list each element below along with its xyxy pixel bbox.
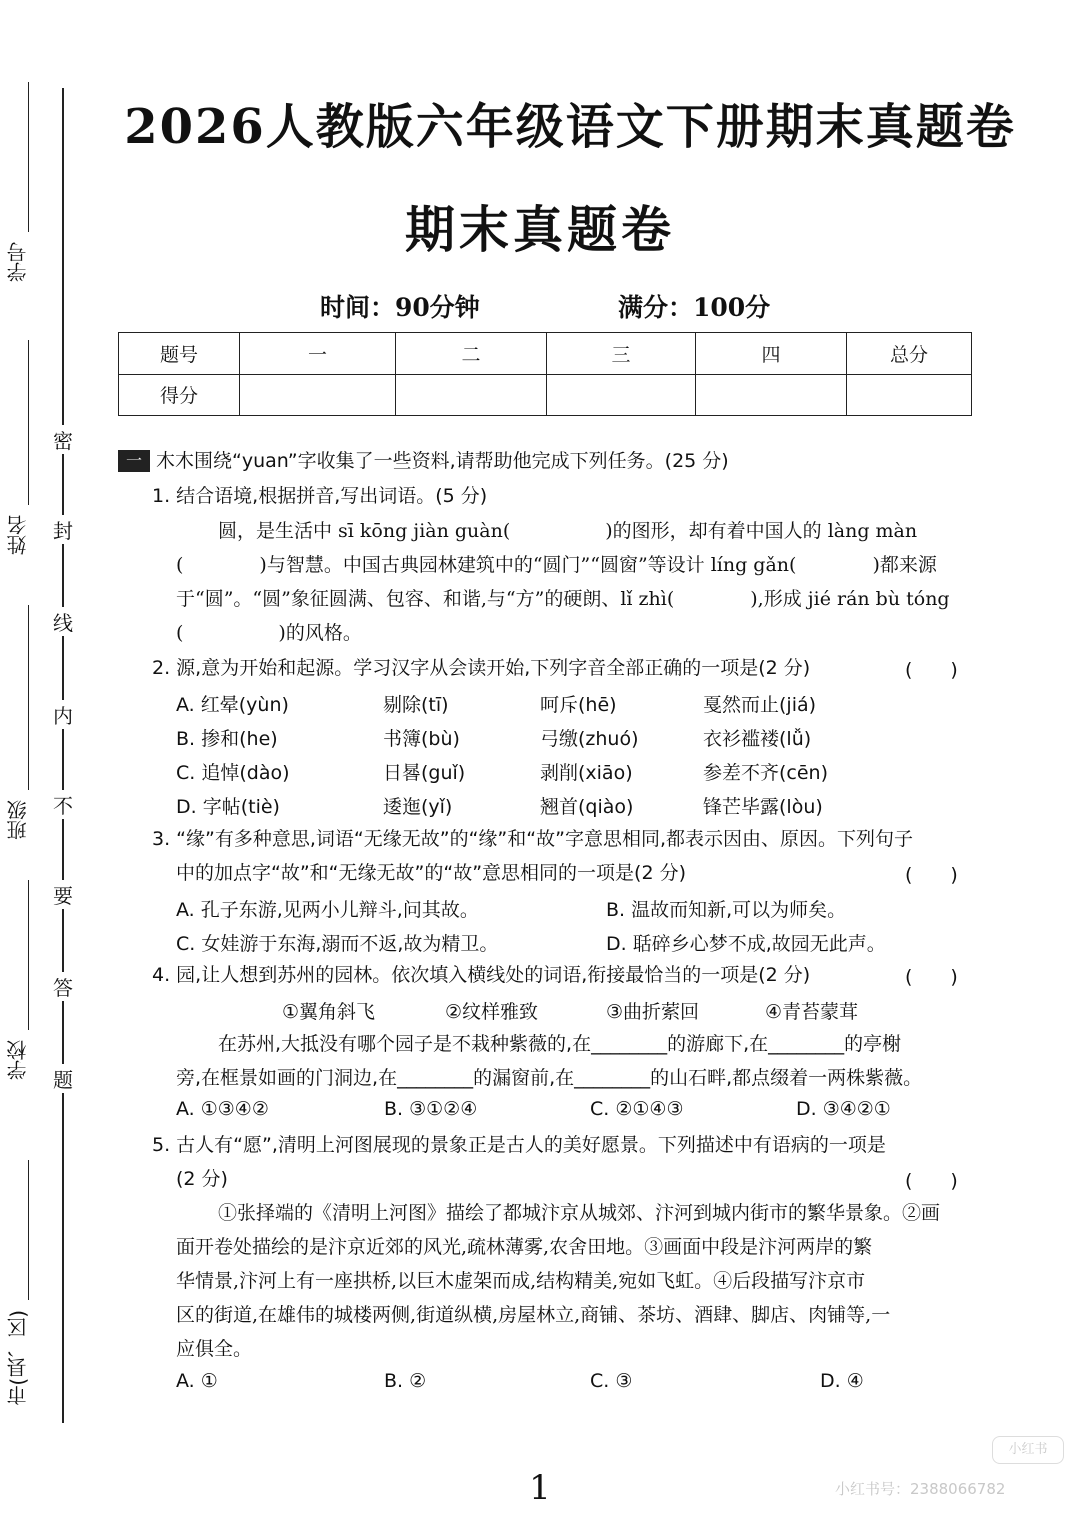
exam-subtitle: 期末真题卷 <box>405 200 675 259</box>
table-header-cell: 二 <box>396 333 547 375</box>
q5-option[interactable]: C. ③ <box>590 1370 633 1392</box>
q5-stem: 5. 古人有“愿”,清明上河图展现的景象正是古人的美好愿景。下列描述中有语病的一项是 <box>152 1134 886 1156</box>
watermark-text: 小红书号：2388066782 <box>835 1480 1006 1498</box>
class-label: 班级 <box>6 800 30 840</box>
q2-option-word: 逶迤(yǐ) <box>383 796 453 818</box>
q5-option[interactable]: B. ② <box>384 1370 427 1392</box>
q2-option-word: 弓缴(zhuó) <box>540 728 639 750</box>
score-cell[interactable] <box>240 374 396 416</box>
q2-option-word: 翘首(qiào) <box>540 796 634 818</box>
section-badge: 一 <box>118 450 150 472</box>
student-id-label: 学号 <box>6 242 30 282</box>
q1-line: ( )与智慧。中国古典园林建筑中的“圆门”“圆窗”等设计 líng gǎn( )都来源 <box>176 554 937 576</box>
q1-line: ( )的风格。 <box>176 622 362 644</box>
q4-passage-line: 在苏州,大抵没有哪个园子是不栽种紫薇的,在________的游廊下,在________的亭榭 <box>218 1033 902 1055</box>
q2-option-word: 戛然而止(jiá) <box>703 694 817 716</box>
q2-option-word: 剔除(tī) <box>383 694 449 716</box>
table-header-cell: 一 <box>240 333 396 375</box>
q5-stem-cont: (2 分) <box>176 1168 228 1190</box>
score-table <box>118 332 972 416</box>
table-header-cell: 四 <box>696 333 847 375</box>
q2-option-word: 剥削(xiāo) <box>540 762 633 784</box>
q4-choice: ④青苔蒙茸 <box>765 1001 859 1023</box>
table-header-cell: 总分 <box>847 333 972 375</box>
seal-char: 密 <box>51 425 75 454</box>
q2-option[interactable]: D. 字帖(tiè) <box>176 796 280 818</box>
q1-stem: 1. 结合语境,根据拼音,写出词语。(5 分) <box>152 485 488 507</box>
q5-passage-line: 区的街道,在雄伟的城楼两侧,街道纵横,房屋林立,商铺、茶坊、酒肆、脚店、肉铺等,一 <box>176 1304 891 1326</box>
q2-option[interactable]: B. 掺和(he) <box>176 728 278 750</box>
q3-option[interactable]: D. 聒碎乡心梦不成,故园无此声。 <box>606 933 886 955</box>
q5-passage-line: 华情景,汴河上有一座拱桥,以巨木虚架而成,结构精美,宛如飞虹。④后段描写汴京市 <box>176 1270 866 1292</box>
q3-answer-paren[interactable]: ( ) <box>905 864 958 886</box>
score-table-score-row <box>119 374 972 416</box>
q5-option[interactable]: A. ① <box>176 1370 218 1392</box>
score-cell[interactable] <box>847 374 972 416</box>
city-label: 市(县、区) <box>6 1310 30 1406</box>
q3-stem-cont: 中的加点字“故”和“无缘无故”的“故”意思相同的一项是(2 分) <box>176 862 687 884</box>
q3-option[interactable]: B. 温故而知新,可以为师矣。 <box>606 899 847 921</box>
watermark-logo: 小红书 <box>992 1436 1064 1464</box>
q4-option[interactable]: A. ①③④② <box>176 1098 269 1120</box>
name-label: 姓名 <box>6 515 30 555</box>
city-fill-line <box>28 1160 29 1300</box>
seal-char: 内 <box>51 700 75 729</box>
q2-option-word: 参差不齐(cēn) <box>703 762 829 784</box>
q1-line: 于“圆”。“圆”象征圆满、包容、和谐,与“方”的硬朗、lǐ zhì( ),形成 jié rán bù tóng <box>176 588 950 610</box>
name-fill-line <box>28 340 29 505</box>
school-label: 学校 <box>6 1040 30 1080</box>
time-limit: 时间：90分钟 <box>320 293 480 322</box>
q4-choice: ①翼角斜飞 <box>282 1001 376 1023</box>
seal-char: 答 <box>51 972 75 1001</box>
q4-choice: ③曲折萦回 <box>606 1001 700 1023</box>
q5-passage-line: ①张择端的《清明上河图》描绘了都城汴京从城郊、汴河到城内街市的繁华景象。②画 <box>218 1202 941 1224</box>
table-header-cell: 三 <box>547 333 696 375</box>
q4-stem: 4. 园,让人想到苏州的园林。依次填入横线处的词语,衔接最恰当的一项是(2 分) <box>152 964 811 986</box>
exam-title: 2026人教版六年级语文下册期末真题卷 <box>124 99 1016 155</box>
q4-option[interactable]: C. ②①④③ <box>590 1098 684 1120</box>
q2-option-word: 衣衫褴褛(lǚ) <box>703 728 812 750</box>
q3-stem: 3. “缘”有多种意思,词语“无缘无故”的“缘”和“故”字意思相同,都表示因由、原因。下列句子 <box>152 828 913 850</box>
table-header-cell: 题号 <box>119 333 240 375</box>
q2-option-word: 呵斥(hē) <box>540 694 617 716</box>
q4-option[interactable]: B. ③①②④ <box>384 1098 478 1120</box>
q2-option[interactable]: C. 追悼(dào) <box>176 762 290 784</box>
q2-option-word: 锋芒毕露(lòu) <box>703 796 823 818</box>
q5-answer-paren[interactable]: ( ) <box>905 1170 958 1192</box>
score-cell[interactable] <box>696 374 847 416</box>
q1-line: 圆，是生活中 sī kōng jiàn guàn( )的图形，却有着中国人的 làng màn <box>218 520 918 542</box>
q5-option[interactable]: D. ④ <box>820 1370 864 1392</box>
q5-passage-line: 面开卷处描绘的是汴京近郊的风光,疏林薄雾,农舍田地。③画面中段是汴河两岸的繁 <box>176 1236 873 1258</box>
q4-answer-paren[interactable]: ( ) <box>905 966 958 988</box>
q4-option[interactable]: D. ③④②① <box>796 1098 891 1120</box>
score-cell[interactable] <box>396 374 547 416</box>
q2-option[interactable]: A. 红晕(yùn) <box>176 694 289 716</box>
q2-stem: 2. 源,意为开始和起源。学习汉字从会读开始,下列字音全部正确的一项是(2 分) <box>152 657 811 679</box>
class-fill-line <box>28 605 29 790</box>
seal-char: 封 <box>51 515 75 544</box>
q3-option[interactable]: A. 孔子东游,见两小儿辩斗,问其故。 <box>176 899 479 921</box>
q4-choice: ②纹样雅致 <box>445 1001 539 1023</box>
school-fill-line <box>28 880 29 1030</box>
page-number: 1 <box>529 1468 551 1508</box>
q5-passage-line: 应俱全。 <box>176 1338 253 1360</box>
seal-char: 线 <box>51 607 75 636</box>
q4-passage-line: 旁,在框景如画的门洞边,在________的漏窗前,在________的山石畔,都点缀着一两株紫薇。 <box>176 1067 923 1089</box>
score-cell[interactable] <box>547 374 696 416</box>
binding-line <box>62 88 64 1423</box>
q2-option-word: 书簿(bù) <box>383 728 460 750</box>
seal-char: 不 <box>51 790 75 819</box>
section-intro: 木木围绕“yuan”字收集了一些资料,请帮助他完成下列任务。(25 分) <box>156 450 729 472</box>
q3-option[interactable]: C. 女娃游于东海,溺而不返,故为精卫。 <box>176 933 499 955</box>
score-row-label: 得分 <box>119 374 240 416</box>
seal-char: 题 <box>51 1064 75 1093</box>
seal-char: 要 <box>51 880 75 909</box>
q2-option-word: 日晷(guǐ) <box>383 762 466 784</box>
student-id-fill-line <box>28 82 29 232</box>
q2-answer-paren[interactable]: ( ) <box>905 659 958 681</box>
full-score: 满分：100分 <box>618 293 771 322</box>
score-table-header-row <box>119 333 972 375</box>
